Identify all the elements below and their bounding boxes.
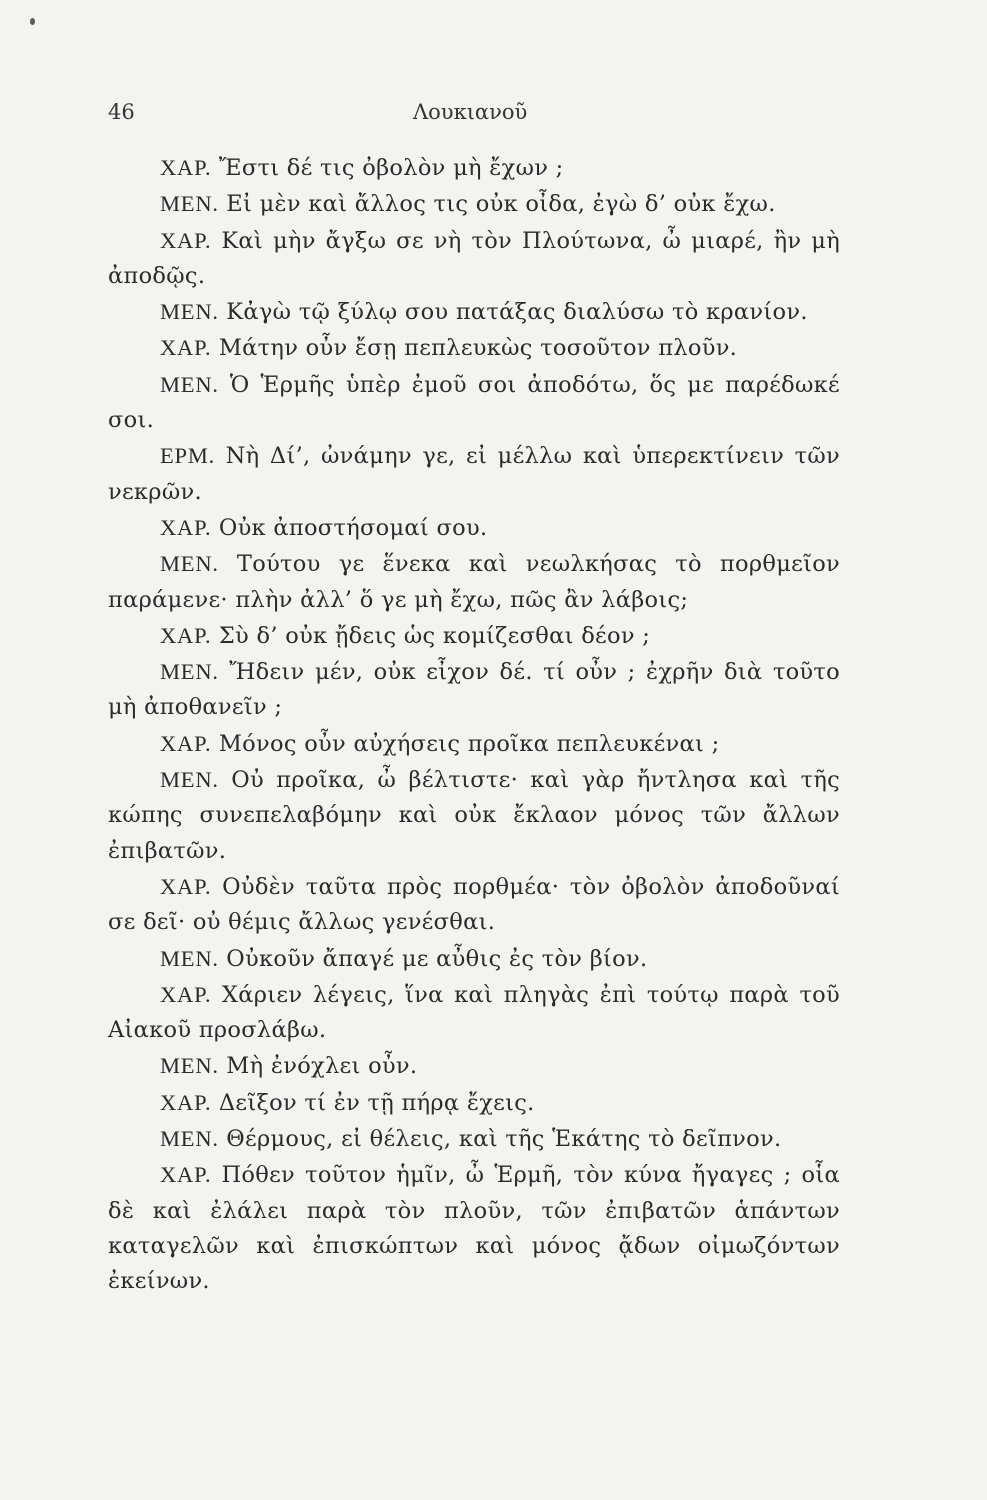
dialogue-line [108, 762, 840, 869]
line-text: Κἀγὼ τῷ ξύλῳ σου πατάξας διαλύσω τὸ κρανίον. [226, 299, 808, 326]
dialogue-line [108, 438, 840, 510]
speaker-label: ΧΑΡ. [160, 227, 212, 253]
speaker-label: ΜΕΝ. [160, 371, 219, 397]
dialogue-line [108, 150, 840, 186]
dialogue-line [108, 1085, 840, 1121]
speaker-label: ΜΕΝ. [160, 1126, 219, 1152]
dialogue-text [108, 150, 840, 1300]
line-text: Καὶ μὴν ἄγξω σε νὴ τὸν Πλούτωνα, ὦ μιαρέ, ἢν μὴ ἀποδῷς. [108, 227, 840, 289]
dialogue-line [108, 1157, 840, 1299]
speaker-label: ΜΕΝ. [160, 945, 219, 971]
line-text: Ἔστι δέ τις ὀβολὸν μὴ ἔχων ; [218, 155, 564, 181]
speaker-label: ΧΑΡ. [160, 1089, 212, 1115]
speaker-label: ΜΕΝ. [160, 551, 219, 577]
dialogue-line [108, 726, 840, 762]
line-text: Ὁ Ἑρμῆς ὑπὲρ ἐμοῦ σοι ἀποδότω, ὅς με παρέδωκέ σοι. [108, 371, 840, 434]
line-text: Πόθεν τοῦτον ἡμῖν, ὦ Ἑρμῆ, τὸν κύνα ἤγαγες ; οἷα δὲ καὶ ἐλάλει παρὰ τὸν πλοῦν, τῶν ἐπιβατῶν ἁπάντων καταγελῶν καὶ ἐπισκώπτων καὶ μόνος ᾄδων οἰμωζόντων ἐκείνων. [108, 1162, 840, 1295]
running-title: Λουκιανοῦ [413, 100, 528, 124]
speaker-label: ΧΑΡ. [160, 622, 212, 648]
line-text: Μὴ ἐνόχλει οὖν. [226, 1053, 418, 1080]
speaker-label: ΜΕΝ. [160, 659, 219, 685]
dialogue-line [108, 1048, 840, 1084]
line-text: Μάτην οὖν ἔσῃ πεπλευκὼς τοσοῦτον πλοῦν. [218, 335, 738, 362]
speaker-label: ΜΕΝ. [160, 767, 219, 793]
speaker-label: ΧΑΡ. [160, 335, 212, 361]
speaker-label: ΜΕΝ. [160, 299, 219, 325]
line-text: Οὐ προῖκα, ὦ βέλτιστε· καὶ γὰρ ἤντλησα καὶ τῆς κώπης συνεπελαβόμην καὶ οὐκ ἔκλαον μόνος τῶν ἄλλων ἐπιβατῶν. [108, 767, 841, 864]
speaker-label: ΧΑΡ. [160, 730, 212, 756]
line-text: Ἤδειν μέν, οὐκ εἶχον δέ. τί οὖν ; ἐχρῆν διὰ τοῦτο μὴ ἀποθανεῖν ; [108, 659, 841, 721]
ink-speck [30, 18, 35, 25]
page-number: 46 [108, 100, 135, 124]
dialogue-line [108, 546, 840, 618]
dialogue-line [108, 367, 840, 439]
line-text: Εἰ μὲν καὶ ἄλλος τις οὐκ οἶδα, ἐγὼ δ’ οὐκ ἔχω. [226, 191, 776, 218]
dialogue-line [108, 186, 840, 222]
line-text: Νὴ Δί’, ὠνάμην γε, εἰ μέλλω καὶ ὑπερεκτίνειν τῶν νεκρῶν. [108, 443, 841, 505]
dialogue-line [108, 330, 840, 366]
line-text: Μόνος οὖν αὐχήσεις προῖκα πεπλευκέναι ; [218, 730, 720, 757]
dialogue-line [108, 223, 840, 295]
line-text: Δεῖξον τί ἐν τῇ πήρᾳ ἔχεις. [218, 1089, 535, 1116]
line-text: Θέρμους, εἰ θέλεις, καὶ τῆς Ἑκάτης τὸ δεῖπνον. [226, 1126, 782, 1153]
dialogue-line [108, 1121, 840, 1157]
speaker-label: ΕΡΜ. [160, 443, 216, 469]
line-text: Οὐκοῦν ἄπαγέ με αὖθις ἐς τὸν βίον. [226, 945, 648, 972]
dialogue-line [108, 941, 840, 977]
page-header [108, 100, 840, 130]
speaker-label: ΧΑΡ. [160, 981, 212, 1007]
speaker-label: ΧΑΡ. [160, 873, 212, 899]
line-text: Σὺ δ’ οὐκ ᾔδεις ὡς κομίζεσθαι δέον ; [218, 622, 651, 649]
dialogue-line [108, 510, 840, 546]
line-text: Οὐδὲν ταῦτα πρὸς πορθμέα· τὸν ὀβολὸν ἀποδοῦναί σε δεῖ· οὐ θέμις ἄλλως γενέσθαι. [108, 873, 840, 936]
line-text: Τούτου γε ἕνεκα καὶ νεωλκήσας τὸ πορθμεῖον παράμενε· πλὴν ἀλλ’ ὅ γε μὴ ἔχω, πῶς ἂν λάβοις; [108, 551, 841, 613]
line-text: Οὐκ ἀποστήσομαί σου. [218, 514, 488, 541]
line-text: Χάριεν λέγεις, ἵνα καὶ πληγὰς ἐπὶ τούτῳ παρὰ τοῦ Αἰακοῦ προσλάβω. [108, 981, 841, 1044]
speaker-label: ΧΑΡ. [160, 1162, 212, 1188]
dialogue-line [108, 977, 840, 1049]
dialogue-line [108, 869, 840, 941]
speaker-label: ΜΕΝ. [160, 191, 219, 217]
speaker-label: ΧΑΡ. [160, 155, 212, 180]
speaker-label: ΜΕΝ. [160, 1053, 219, 1079]
dialogue-line [108, 618, 840, 654]
dialogue-line [108, 294, 840, 330]
dialogue-line [108, 654, 840, 726]
speaker-label: ΧΑΡ. [160, 514, 212, 540]
